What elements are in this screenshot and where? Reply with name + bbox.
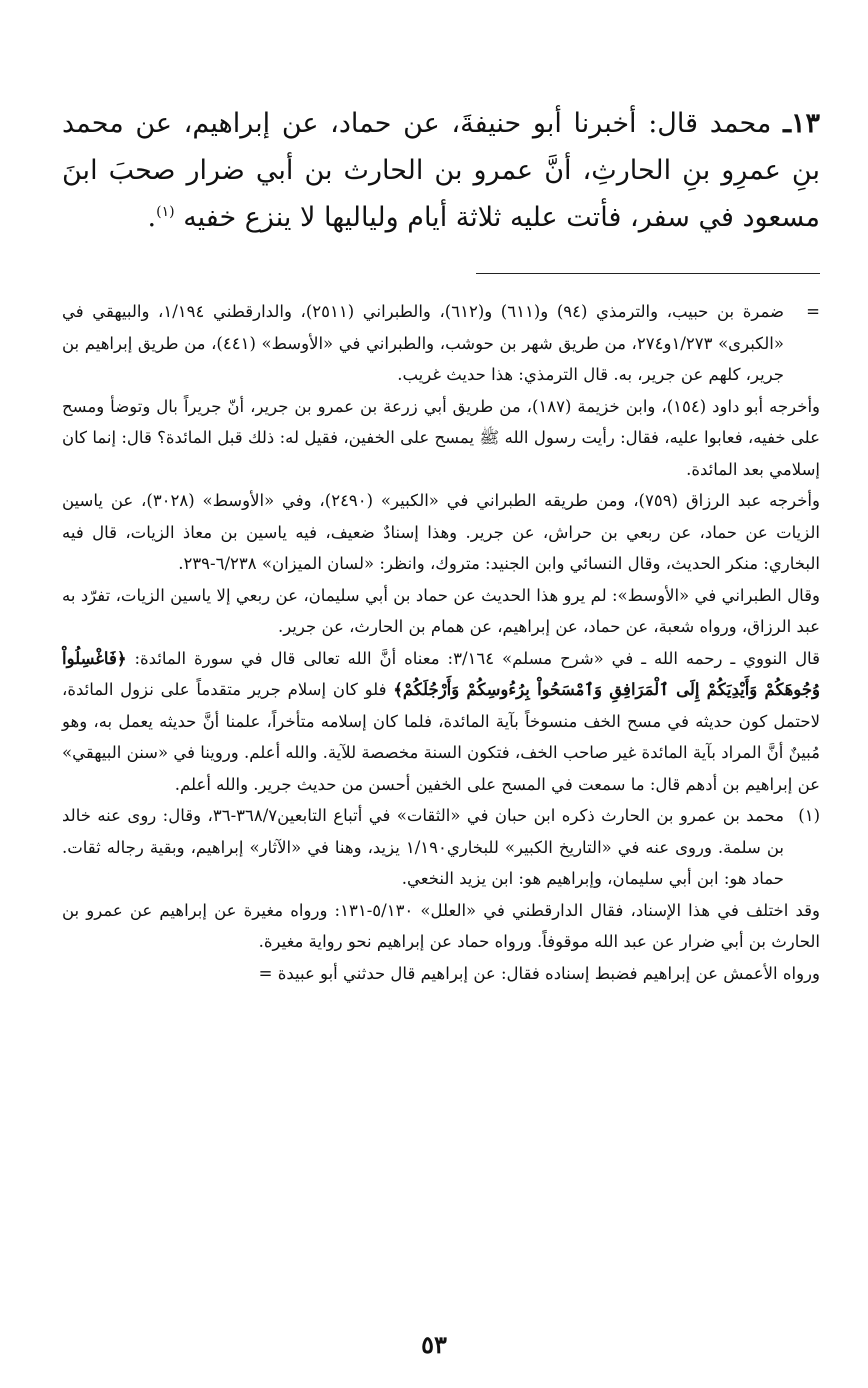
hadith-body: محمد قال: أخبرنا أبو حنيفةَ، عن حماد، عن إبراهيم، عن محمد بنِ عمرِو بنِ الحارثِ، أنَّ عمرو بن الحارث بن أبي ضرار صحبَ ابنَ مسعود في سفر، فأتت عليه ثلاثة أيام ولياليها لا ينزع خفيه — [62, 108, 820, 233]
hadith-end: . — [147, 202, 157, 233]
nawawi-text-after: فلو كان إسلام جرير متقدماً على نزول المائدة، لاحتمل كون حديثه في مسح الخف منسوخاً بآية المائدة، فلما كان إسلامه متأخراً، علمنا أنَّ حديثه يعمل به، وهو مُبينٌ أنَّ المراد بآية المائدة غير صاحب الخف، فتكون السنة مخصصة للآية. والله أعلم. وروينا في «سنن البيهقي» عن إبراهيم بن أدهم قال: ما سمعت في المسح على الخفين أحسن من حديث جرير. والله أعلم. — [62, 680, 820, 794]
footnote-paragraph-2: وأخرجه أبو داود (١٥٤)، وابن خزيمة (١٨٧)، من طريق أبي زرعة بن عمرو بن جرير، أنّ جريراً بال وتوضأ ومسح على خفيه، فعابوا عليه، فقال: رأيت رسول الله ﷺ يمسح على الخفين، فقيل له: ذلك قبل المائدة؟ قال: إنما كان إسلامي بعد المائدة. — [62, 396, 820, 479]
footnote-paragraph-7: وقد اختلف في هذا الإسناد، فقال الدارقطني في «العلل» ٥/١٣٠-١٣١: ورواه مغيرة عن إبراهيم عن عمرو بن الحارث بن أبي ضرار عن عبد الله موقوفاً. ورواه حماد عن إبراهيم نحو رواية مغيرة. — [62, 900, 820, 951]
footnote-1-marker: (١) — [798, 806, 820, 825]
footnote-1 — [62, 800, 820, 895]
hadith-number: ١٣ـ — [783, 108, 820, 139]
footnote-1-text: محمد بن عمرو بن الحارث ذكره ابن حبان في «الثقات» في أتباع التابعين٣٦٨/٧-٣٦، وقال: روى عنه خالد بن سلمة. وروى عنه في «التاريخ الكبير» للبخاري١/١٩٠ يزيد، وهنا في «الآثار» إبراهيم، وبقية رجاله ثقات. حماد هو: ابن أبي سليمان، وإبراهيم هو: ابن يزيد النخعي. — [62, 806, 785, 888]
page-content — [62, 100, 820, 989]
continuation-marker: = — [806, 302, 820, 321]
footnote-continuation — [62, 296, 820, 391]
footnote-paragraph-3: وأخرجه عبد الرزاق (٧٥٩)، ومن طريقه الطبراني في «الكبير» (٢٤٩٠)، وفي «الأوسط» (٣٠٢٨)، عن ياسين الزيات عن حماد، عن ربعي بن حراش، عن جرير. وهذا إسنادٌ ضعيف، فيه ياسين بن معاذ الزيات، قال فيه البخاري: منكر الحديث، وقال النسائي وابن الجنيد: متروك، وانظر: «لسان الميزان» ٦/٢٣٨-٢٣٩. — [62, 491, 820, 573]
footnote-paragraph: ضمرة بن حبيب، والترمذي (٩٤) و(٦١١) و(٦١٢)، والطبراني (٢٥١١)، والدارقطني ١/١٩٤، والبيهقي في «الكبرى» ١/٢٧٣و٢٧٤، من طريق شهر بن حوشب، والطبراني في «الأوسط» (٤٤١)، من طريق إبراهيم بن جرير، كلهم عن جرير، به. قال الترمذي: هذا حديث غريب. — [62, 302, 784, 384]
footnote-paragraph-8: ورواه الأعمش عن إبراهيم فضبط إسناده فقال: عن إبراهيم قال حدثني أبو عبيدة = — [258, 963, 820, 983]
footnotes — [62, 296, 820, 989]
footnote-reference[interactable]: (١) — [156, 204, 175, 220]
quran-verse: ﴿فَاغْسِلُواْ وُجُوهَكُمْ وَأَيْدِيَكُمْ إِلَى ٱلْمَرَافِقِ وَٱمْسَحُواْ بِرُءُوسِكُمْ وَأَرْجُلَكُمْ﴾ — [62, 648, 820, 699]
footnote-paragraph-5 — [62, 643, 820, 801]
footnote-paragraph-4: وقال الطبراني في «الأوسط»: لم يرو هذا الحديث عن حماد بن أبي سليمان، عن ربعي إلا ياسين الزيات، تفرّد به عبد الرزاق، ورواه شعبة، عن حماد، عن إبراهيم، عن همام بن الحارث، عن جرير. — [62, 585, 820, 636]
footnote-separator — [476, 273, 820, 274]
nawawi-text-before: قال النووي ـ رحمه الله ـ في «شرح مسلم» ٣/١٦٤: معناه أنَّ الله تعالى قال في سورة المائدة: — [126, 648, 820, 668]
page-number: ٥٣ — [421, 1330, 447, 1359]
hadith-text — [62, 100, 820, 241]
